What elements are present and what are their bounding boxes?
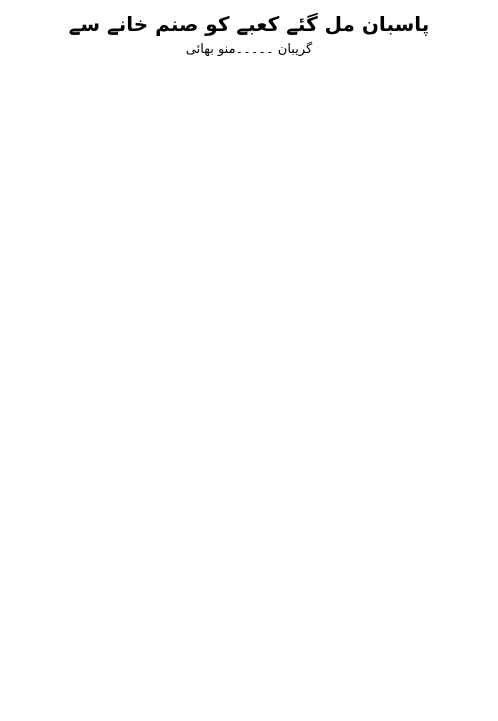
column-title: پاسبان مل گئے کعبے کو صنم خانے سے — [68, 12, 430, 36]
column-byline: گریبان ۔۔۔۔۔منو بھائی — [185, 42, 313, 57]
